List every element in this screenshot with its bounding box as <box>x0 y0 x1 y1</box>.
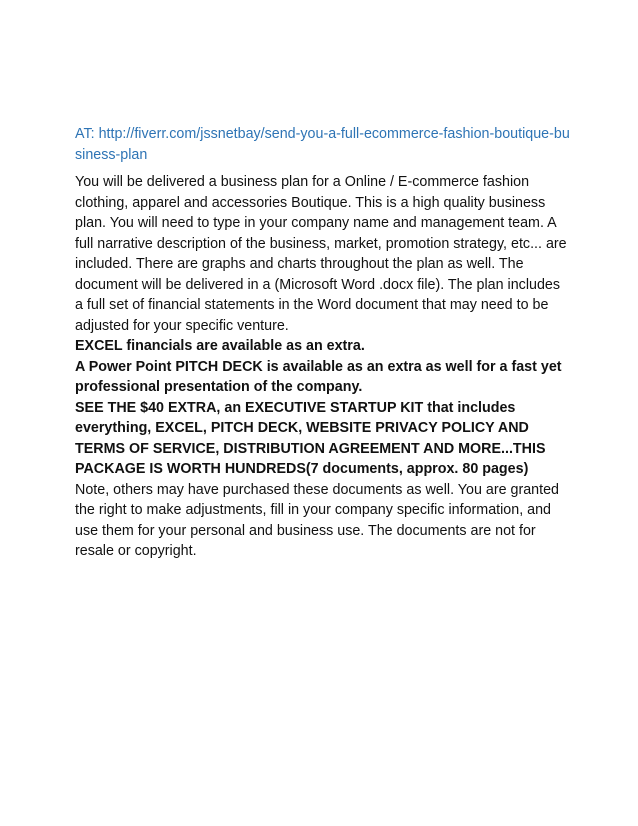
document-body <box>75 124 570 562</box>
startup-kit-note: SEE THE $40 EXTRA, an EXECUTIVE STARTUP KIT that includes everything, EXCEL, PITCH DECK, WEBSITE PRIVACY POLICY AND TERMS OF SERVICE, DISTRIBUTION AGREEMENT AND MORE...THIS PACKAGE IS WORTH HUNDREDS(7 documents, approx. 80 pages) <box>75 399 546 477</box>
closing-note: Note, others may have purchased these documents as well. You are granted the right to make adjustments, fill in your company specific information, and use them for your personal and business use. The documents are not for resale or copyright. <box>75 481 560 559</box>
gig-link[interactable]: AT: http://fiverr.com/jssnetbay/send-you-a-full-ecommerce-fashion-boutique-business-plan <box>75 126 570 163</box>
pitch-deck-note: A Power Point PITCH DECK is available as an extra as well for a fast yet professional presentation of the company. <box>75 358 562 395</box>
excel-extra-note: EXCEL financials are available as an extra. <box>75 338 365 354</box>
intro-paragraph: You will be delivered a business plan for a Online / E-commerce fashion clothing, apparel and accessories Boutique. This is a high quality business plan. You will need to type in your company name and management team. A full narrative description of the business, market, promotion strategy, etc... are included. There are graphs and charts throughout the plan as well. The document will be delivered in a (Microsoft Word .docx file). The plan includes a full set of financial statements in the Word document that may need to be adjusted for your specific venture. <box>75 174 567 334</box>
